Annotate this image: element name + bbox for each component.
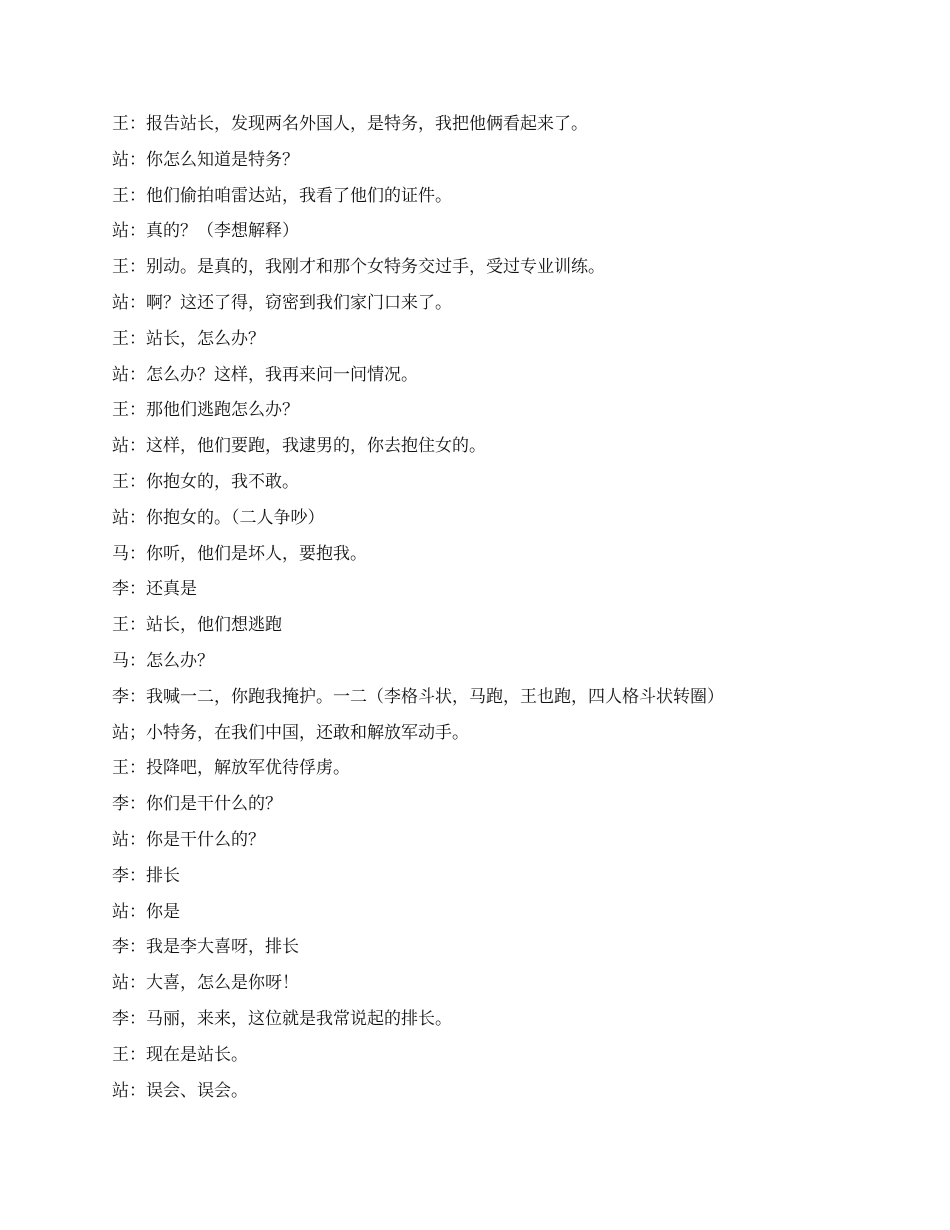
dialogue-line: 王：你抱女的，我不敢。: [112, 471, 299, 492]
dialogue-line: 站：真的？（李想解释）: [112, 221, 299, 242]
dialogue-line: 站：你是: [112, 901, 180, 922]
dialogue-line: 王：投降吧，解放军优待俘虏。: [112, 758, 350, 779]
dialogue-line: 王：别动。是真的，我刚才和那个女特务交过手，受过专业训练。: [112, 257, 605, 278]
dialogue-line: 站：误会、误会。: [112, 1080, 248, 1101]
dialogue-line: 马：怎么办？: [112, 650, 214, 671]
dialogue-line: 站：怎么办？这样，我再来问一问情况。: [112, 364, 418, 385]
dialogue-line: 李：我是李大喜呀，排长: [112, 937, 299, 958]
dialogue-line: 李：马丽，来来，这位就是我常说起的排长。: [112, 1008, 452, 1029]
dialogue-line: 李：你们是干什么的？: [112, 794, 282, 815]
dialogue-line: 王：他们偷拍咱雷达站，我看了他们的证件。: [112, 185, 452, 206]
dialogue-line: 站；小特务，在我们中国，还敢和解放军动手。: [112, 722, 469, 743]
dialogue-line: 站：啊？这还了得，窃密到我们家门口来了。: [112, 292, 452, 313]
dialogue-line: 站：你抱女的。（二人争吵）: [112, 507, 325, 528]
dialogue-line: 李：我喊一二，你跑我掩护。一二（李格斗状，马跑，王也跑，四人格斗状转圈）: [112, 686, 724, 707]
dialogue-line: 站：你怎么知道是特务？: [112, 149, 299, 170]
dialogue-line: 王：报告站长，发现两名外国人，是特务，我把他俩看起来了。: [112, 114, 588, 134]
dialogue-line: 王：现在是站长。: [112, 1044, 248, 1065]
dialogue-line: 王：站长，怎么办？: [112, 328, 265, 349]
dialogue-line: 马：你听，他们是坏人，要抱我。: [112, 543, 367, 564]
dialogue-line: 王：那他们逃跑怎么办？: [112, 400, 299, 421]
dialogue-line: 站：这样，他们要跑，我逮男的，你去抱住女的。: [112, 436, 486, 457]
dialogue-line: 李：还真是: [112, 579, 197, 600]
dialogue-line: 站：你是干什么的？: [112, 829, 265, 850]
dialogue-line: 站：大喜，怎么是你呀！: [112, 973, 299, 994]
dialogue-line: 王：站长，他们想逃跑: [112, 615, 282, 636]
dialogue-line: 李：排长: [112, 865, 180, 886]
dialogue-script: [112, 110, 892, 1112]
